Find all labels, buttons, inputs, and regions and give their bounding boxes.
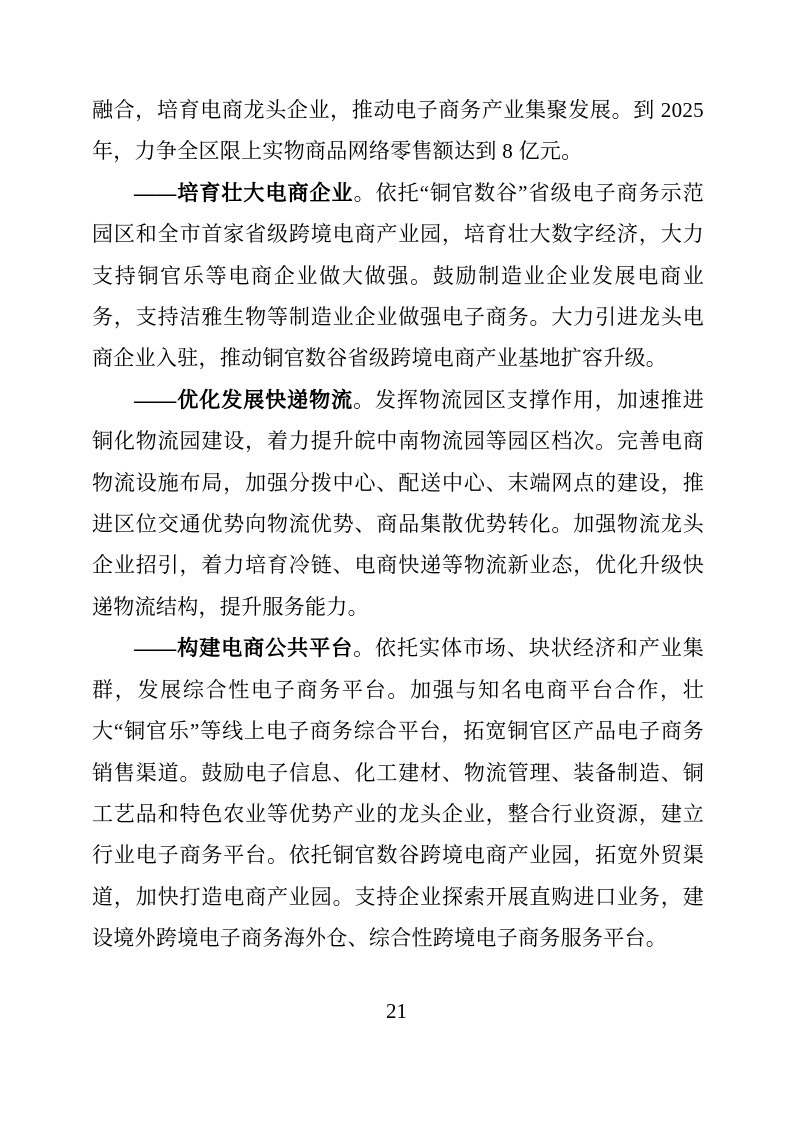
- document-body: [92, 90, 704, 960]
- paragraph-text: 融合，培育电商龙头企业，推动电子商务产业集聚发展。到 2025 年，力争全区限上实物商品网络零售额达到 8 亿元。: [92, 98, 704, 164]
- paragraph-build-ecommerce-public-platform: [92, 628, 704, 959]
- paragraph-text: 。依托实体市场、块状经济和产业集群，发展综合性电子商务平台。加强与知名电商平台合作，壮大“铜官乐”等线上电子商务综合平台，拓宽铜官区产品电子商务销售渠道。鼓励电子信息、化工建材、物流管理、装备制造、铜工艺品和特色农业等优势产业的龙头企业，整合行业资源，建立行业电子商务平台。依托铜官数谷跨境电商产业园，拓宽外贸渠道，加快打造电商产业园。支持企业探索开展直购进口业务，建设境外跨境电子商务海外仓、综合性跨境电子商务服务平台。: [92, 636, 704, 951]
- paragraph-optimize-express-logistics: [92, 380, 704, 628]
- paragraph-text: 。发挥物流园区支撑作用，加速推进铜化物流园建设，着力提升皖中南物流园等园区档次。完善电商物流设施布局，加强分拨中心、配送中心、末端网点的建设，推进区位交通优势向物流优势、商品集散优势转化。加强物流龙头企业招引，着力培育冷链、电商快递等物流新业态，优化升级快递物流结构，提升服务能力。: [92, 387, 704, 619]
- page-number: 21: [386, 999, 407, 1023]
- paragraph-cultivate-ecommerce-enterprises: [92, 173, 704, 380]
- paragraph-lead: ——构建电商公共平台: [134, 636, 354, 661]
- paragraph-continuation: [92, 90, 704, 173]
- paragraph-lead: ——培育壮大电商企业: [134, 180, 354, 205]
- paragraph-lead: ——优化发展快递物流: [134, 387, 354, 412]
- paragraph-text: 。依托“铜官数谷”省级电子商务示范园区和全市首家省级跨境电商产业园，培育壮大数字经济，大力支持铜官乐等电商企业做大做强。鼓励制造业企业发展电商业务，支持洁雅生物等制造业企业做强电子商务。大力引进龙头电商企业入驻，推动铜官数谷省级跨境电商产业基地扩容升级。: [92, 180, 704, 371]
